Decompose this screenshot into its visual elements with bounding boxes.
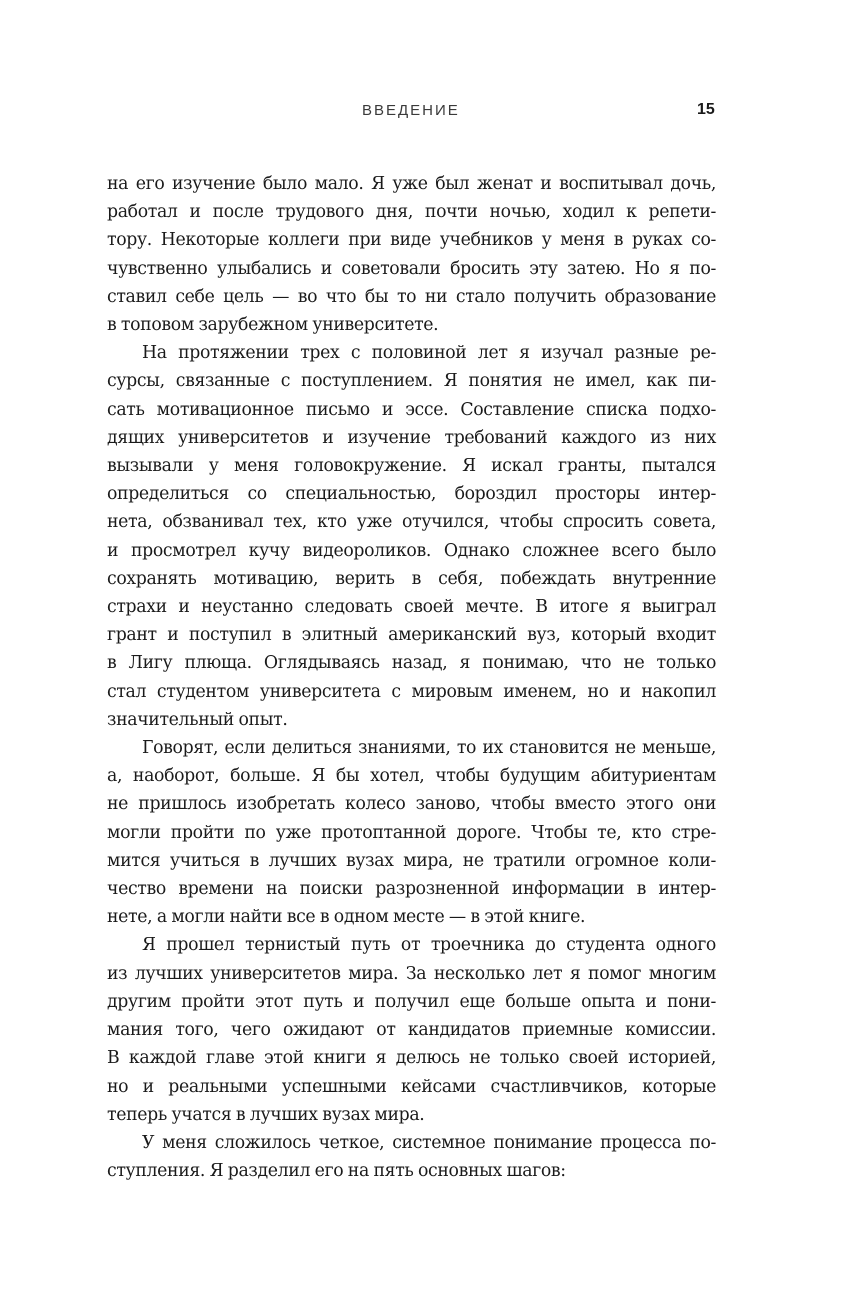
text-line: чество времени на поиски разрозненной информации в интер- [107,879,716,900]
text-line: Я прошел тернистый путь от троечника до студента одного [142,935,716,956]
text-line: теперь учатся в лучших вузах мира. [107,1104,425,1125]
paragraph [107,170,716,339]
text-line: в топовом зарубежном университете. [107,315,439,336]
body-text [107,170,716,1185]
text-line: нете, а могли найти все в одном месте — в этой книге. [107,907,586,928]
text-line: У меня сложилось четкое, системное понимание процесса по- [142,1132,716,1153]
text-line: вызывали у меня головокружение. Я искал гранты, пытался [107,456,716,477]
text-line: мания того, чего ожидают от кандидатов приемные комиссии. [107,1020,716,1041]
text-line: сурсы, связанные с поступлением. Я понятия не имел, как пи- [107,371,716,392]
text-line: тору. Некоторые коллеги при виде учебников у меня в руках со- [107,230,716,251]
text-line: и просмотрел кучу видеороликов. Однако сложнее всего было [107,540,716,561]
text-line: могли пройти по уже протоптанной дороге. Чтобы те, кто стре- [107,822,716,843]
text-line: стал студентом университета с мировым именем, но и накопил [107,681,716,702]
text-line: чувственно улыбались и советовали бросить эту затею. Но я по- [107,258,716,279]
paragraph [107,1129,716,1185]
page-number: 15 [697,101,715,118]
text-line: дящих университетов и изучение требований каждого из них [107,427,716,448]
text-line: из лучших университетов мира. За несколько лет я помог многим [107,963,716,984]
text-line: ступления. Я разделил его на пять основных шагов: [107,1161,566,1182]
text-line: работал и после трудового дня, почти ночью, ходил к репети- [107,202,716,223]
text-line: В каждой главе этой книги я делюсь не только своей историей, [107,1048,716,1069]
text-line: мится учиться в лучших вузах мира, не тратили огромное коли- [107,850,716,871]
text-line: определиться со специальностью, бороздил просторы интер- [107,484,716,505]
text-line: На протяжении трех с половиной лет я изучал разные ре- [142,343,716,364]
text-line: другим пройти этот путь и получил еще больше опыта и пони- [107,991,716,1012]
text-line: грант и поступил в элитный американский вуз, который входит [107,625,716,646]
text-line: нета, обзванивал тех, кто уже отучился, чтобы спросить совета, [107,512,716,533]
text-line: Говорят, если делиться знаниями, то их становится не меньше, [142,738,716,759]
paragraph [107,931,716,1128]
text-line: ставил себе цель — во что бы то ни стало получить образование [107,286,716,307]
text-line: сать мотивационное письмо и эссе. Составление списка подхо- [107,399,716,420]
text-line: а, наоборот, больше. Я бы хотел, чтобы будущим абитуриентам [107,766,716,787]
section-title: ВВЕДЕНИЕ [362,102,460,119]
text-line: не пришлось изобретать колесо заново, чтобы вместо этого они [107,794,716,815]
paragraph [107,339,716,734]
running-head [0,101,862,123]
text-line: страхи и неустанно следовать своей мечте. В итоге я выиграл [107,597,716,618]
text-line: в Лигу плюща. Оглядываясь назад, я понимаю, что не только [107,653,716,674]
text-line: на его изучение было мало. Я уже был женат и воспитывал дочь, [107,174,716,194]
paragraph [107,734,716,931]
text-line: сохранять мотивацию, верить в себя, побеждать внутренние [107,568,716,589]
text-line: но и реальными успешными кейсами счастливчиков, которые [107,1076,716,1097]
text-line: значительный опыт. [107,709,288,730]
